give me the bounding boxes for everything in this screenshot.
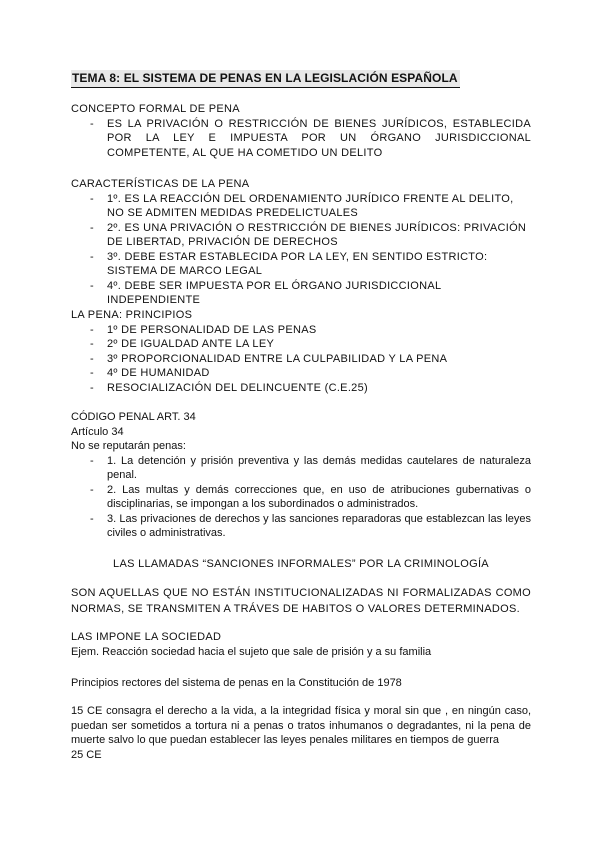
list-item: - RESOCIALIZACIÓN DEL DELINCUENTE (C.E.25): [71, 381, 531, 396]
section-heading: CONCEPTO FORMAL DE PENA: [71, 103, 240, 115]
list-item: - 3º. DEBE ESTAR ESTABLECIDA POR LA LEY, EN SENTIDO ESTRICTO: SISTEMA DE MARCO LEGAL: [71, 250, 531, 279]
list-item: - 2º DE IGUALDAD ANTE LA LEY: [71, 337, 531, 352]
section-heading: LAS IMPONE LA SOCIEDAD: [71, 631, 222, 643]
section-caracteristicas: [71, 177, 531, 308]
section-concepto: [71, 102, 531, 160]
list-item: - 3º PROPORCIONALIDAD ENTRE LA CULPABILIDAD Y LA PENA: [71, 352, 531, 367]
principios-list: [71, 323, 531, 396]
list-item: - 1º. ES LA REACCIÓN DEL ORDENAMIENTO JURÍDICO FRENTE AL DELITO, NO SE ADMITEN MEDIDAS PREDELICTUALES: [71, 192, 531, 221]
constitucion-heading: Principios rectores del sistema de penas en la Constitución de 1978: [71, 677, 402, 689]
sanciones-text: SON AQUELLAS QUE NO ESTÁN INSTITUCIONALIZADAS NI FORMALIZADAS COMO NORMAS, SE TRANSMITEN A TRÁVES DE HABITOS O VALORES DETERMINADOS.: [71, 587, 531, 615]
list-item: - 1º DE PERSONALIDAD DE LAS PENAS: [71, 323, 531, 338]
article-label: Artículo 34: [71, 425, 124, 438]
section-sociedad: [71, 630, 531, 659]
constitucion-text: 15 CE consagra el derecho a la vida, a la integridad física y moral sin que , en ningún caso, puedan ser sometidos a tortura ni a penas o tratos inhumanos o degradantes, ni la pena de muerte salvo lo que puedan establecer las leyes penales militares en tiempos de guerra: [71, 705, 531, 746]
list-item: - 2º. ES UNA PRIVACIÓN O RESTRICCIÓN DE BIENES JURÍDICOS: PRIVACIÓN DE LIBERTAD, PRIVACIÓN DE DERECHOS: [71, 221, 531, 250]
section-heading: LA PENA: PRINCIPIOS: [71, 309, 193, 321]
concepto-list: [71, 117, 531, 161]
section-heading: CARACTERÍSTICAS DE LA PENA: [71, 178, 250, 190]
constitucion-footer: 25 CE: [71, 749, 102, 761]
list-item: - ES LA PRIVACIÓN O RESTRICCIÓN DE BIENES JURÍDICOS, ESTABLECIDA POR LA LEY E IMPUESTA POR UN ÓRGANO JURISDICCIONAL COMPETENTE, AL QUE HA COMETIDO UN DELITO: [71, 117, 531, 161]
list-item: - 4º DE HUMANIDAD: [71, 366, 531, 381]
list-item: - 4º. DEBE SER IMPUESTA POR EL ÓRGANO JURISDICCIONAL INDEPENDIENTE: [71, 279, 531, 308]
sociedad-example: Ejem. Reacción sociedad hacia el sujeto que sale de prisión y a su familia: [71, 645, 432, 658]
document-title: TEMA 8: EL SISTEMA DE PENAS EN LA LEGISLACIÓN ESPAÑOLA: [71, 70, 460, 88]
section-codigo: [71, 410, 531, 541]
article-intro: No se reputarán penas:: [71, 440, 186, 452]
section-heading: CÓDIGO PENAL ART. 34: [71, 411, 196, 423]
list-item: - 2. Las multas y demás correcciones que, en uso de atribuciones gubernativas o disciplinarias, se impongan a los subordinados o administrados.: [71, 483, 531, 512]
list-item: - 3. Las privaciones de derechos y las sanciones reparadoras que establezcan las leyes civiles o administrativas.: [71, 512, 531, 541]
sanciones-heading: LAS LLAMADAS “SANCIONES INFORMALES” POR LA CRIMINOLOGÍA: [113, 558, 489, 570]
list-item: - 1. La detención y prisión preventiva y las demás medidas cautelares de naturaleza penal.: [71, 454, 531, 483]
caracteristicas-list: [71, 192, 531, 308]
codigo-list: [71, 454, 531, 541]
section-principios: [71, 308, 531, 395]
